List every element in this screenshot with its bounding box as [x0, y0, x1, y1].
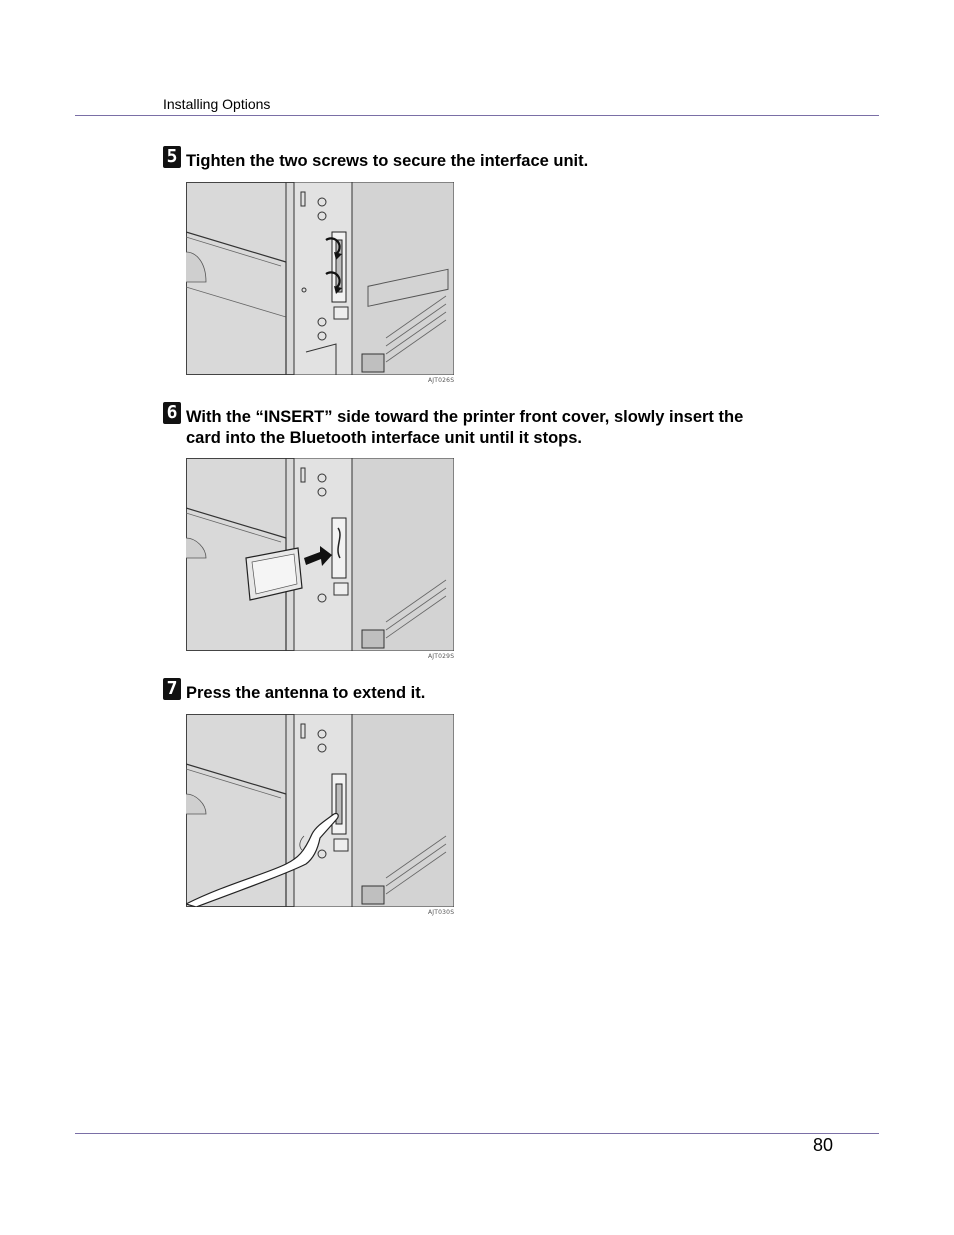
- section-title: Installing Options: [163, 96, 271, 112]
- step-7-text: Press the antenna to extend it.: [186, 684, 426, 702]
- figure-tighten-screws: [186, 182, 454, 375]
- step-6-text-line1: With the “INSERT” side toward the printer front cover, slowly insert the: [186, 408, 744, 426]
- figure-code-3: AJT030S: [428, 909, 455, 916]
- figure-extend-antenna: [186, 714, 454, 907]
- figure-insert-card: [186, 458, 454, 651]
- step-5-number: 5: [163, 146, 181, 168]
- step-5-text: Tighten the two screws to secure the interface unit.: [186, 152, 589, 170]
- step-6-number: 6: [163, 402, 181, 424]
- header-rule: [75, 115, 879, 116]
- step-7-number: 7: [163, 678, 181, 700]
- figure-code-1: AJT026S: [428, 377, 455, 384]
- page-number: 80: [813, 1135, 834, 1155]
- figure-code-2: AJT029S: [428, 653, 455, 660]
- step-6-text: [186, 407, 826, 449]
- step-6-text-line2: card into the Bluetooth interface unit until it stops.: [186, 429, 582, 447]
- footer-rule: [75, 1133, 879, 1134]
